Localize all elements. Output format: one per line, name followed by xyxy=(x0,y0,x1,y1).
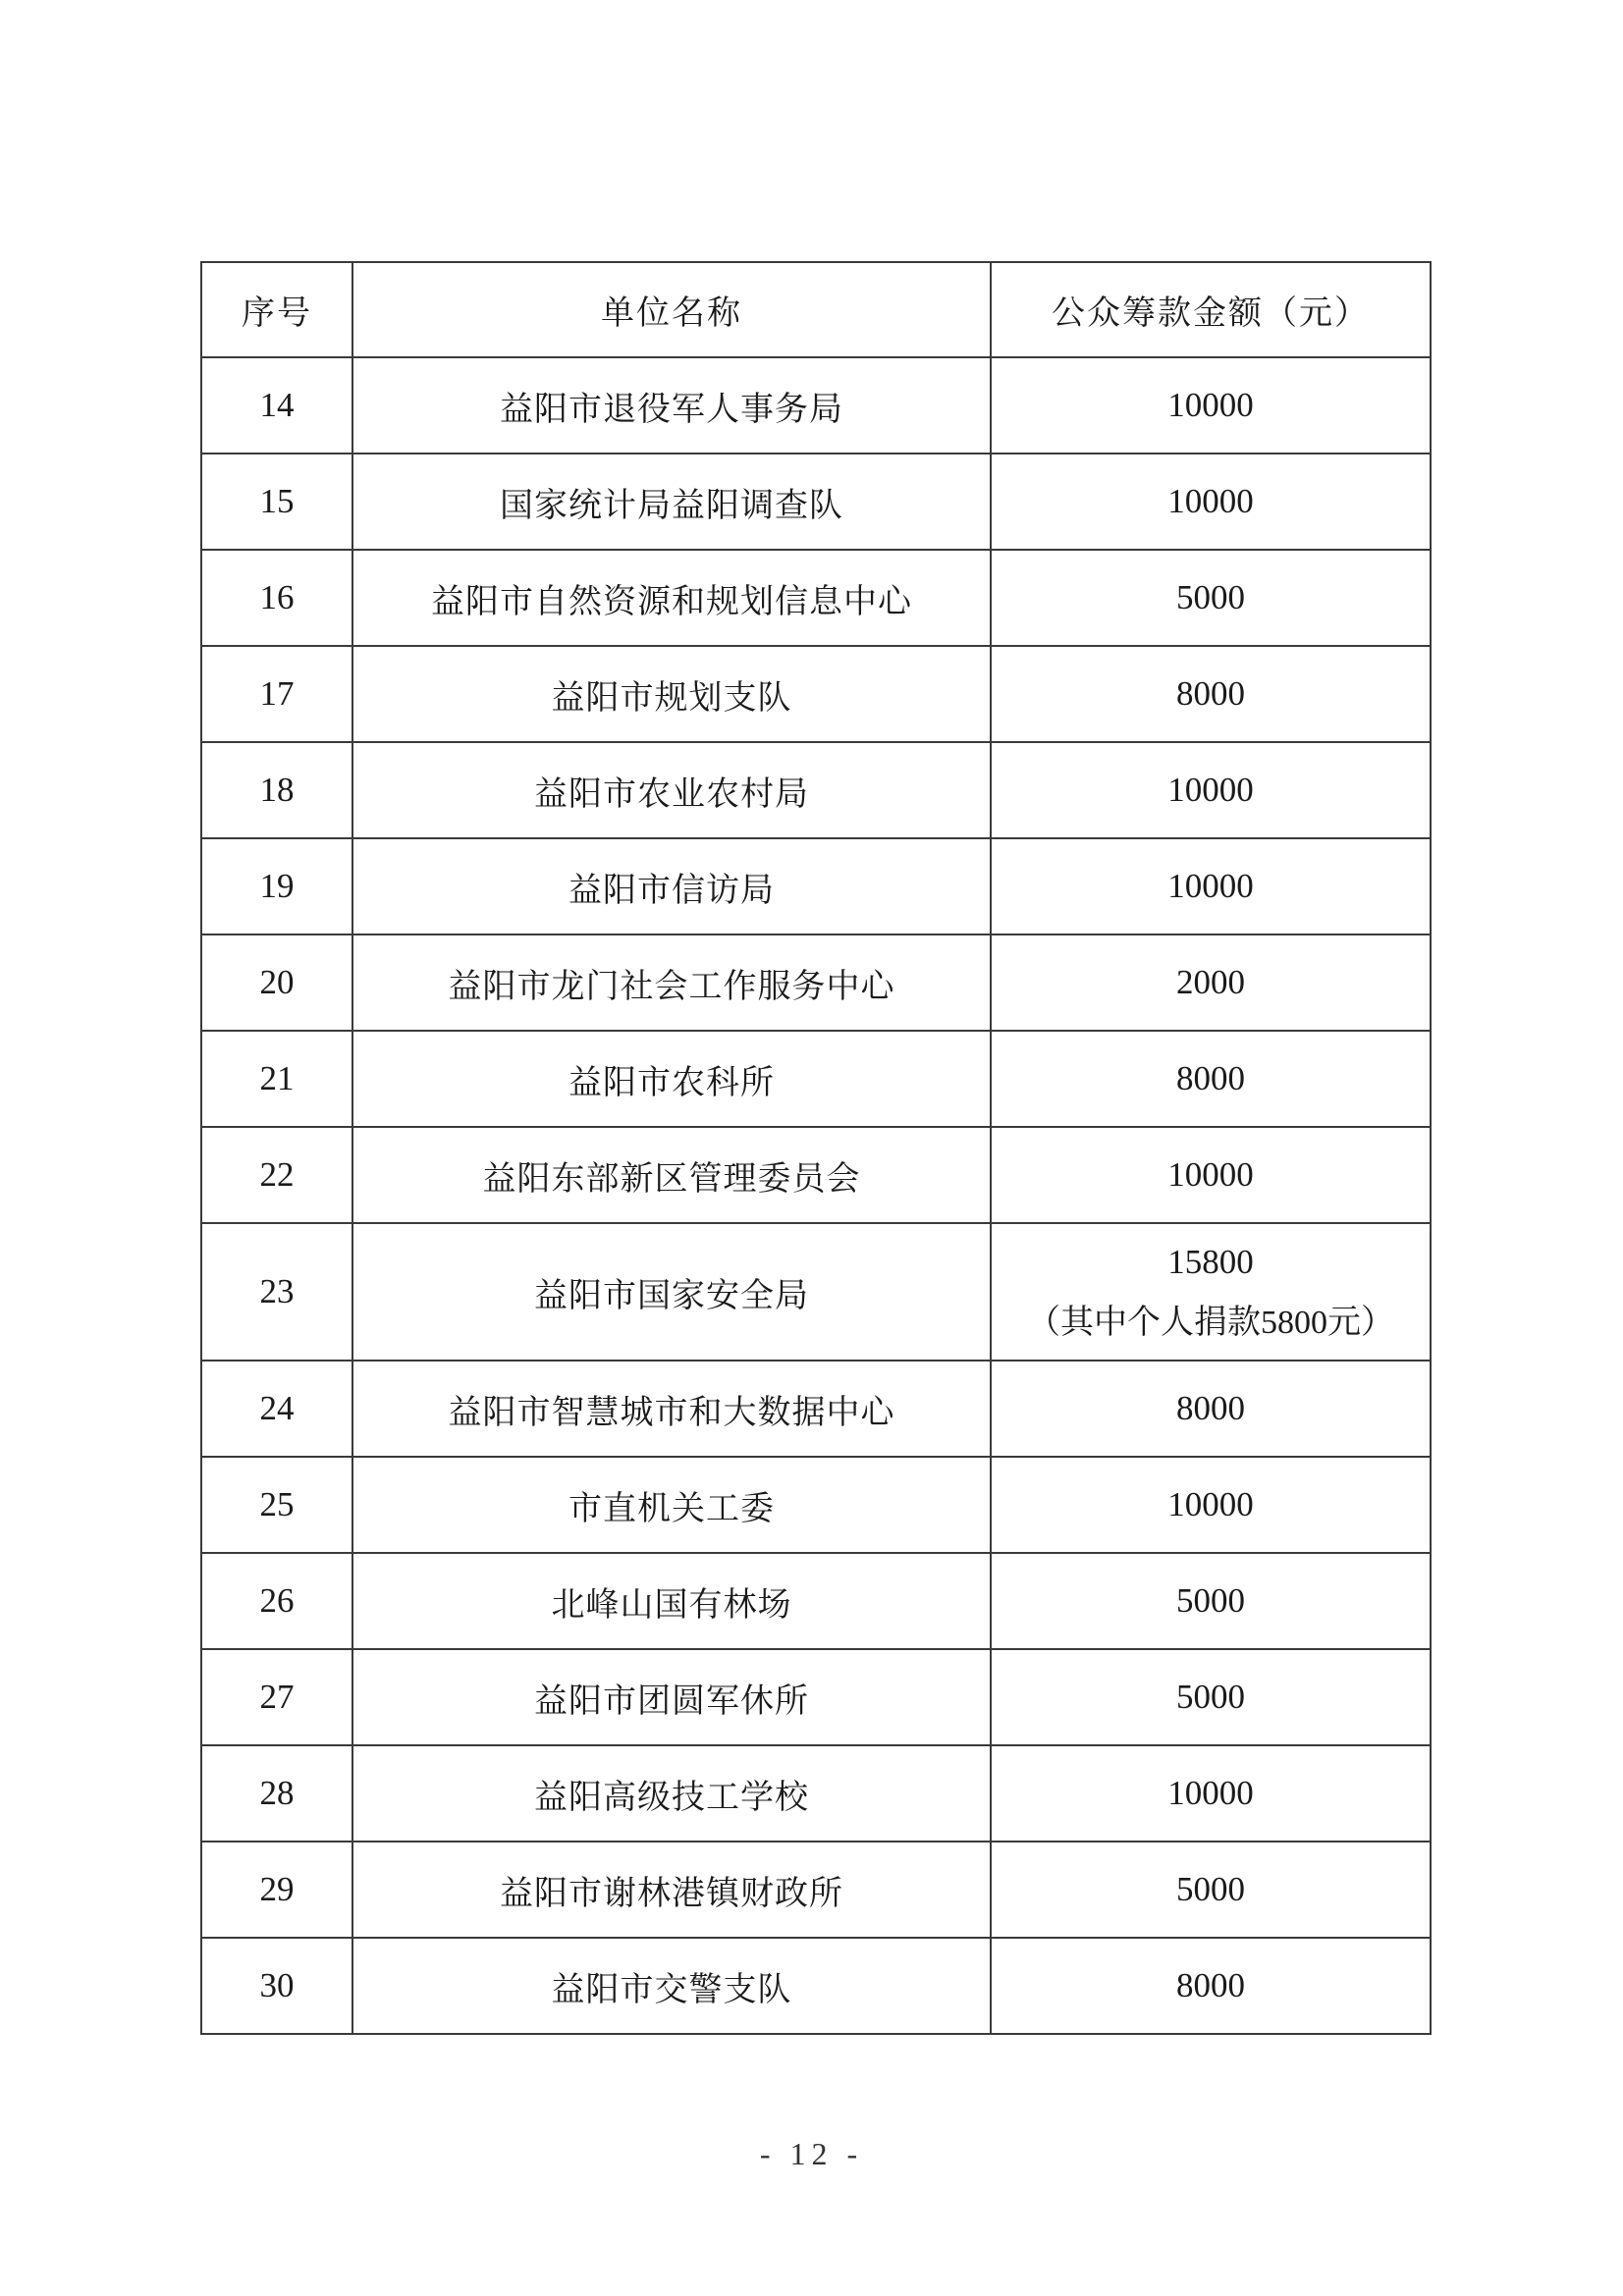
row-amount-cell xyxy=(991,838,1431,934)
row-seq: 17 xyxy=(201,646,352,742)
row-amount-cell xyxy=(991,1127,1431,1223)
row-unit-name: 益阳市龙门社会工作服务中心 xyxy=(352,934,991,1031)
row-amount: 10000 xyxy=(1167,1485,1254,1523)
row-amount: 5000 xyxy=(1176,1581,1245,1620)
table-row xyxy=(201,1127,1431,1223)
table-row xyxy=(201,1457,1431,1553)
header-amount: 公众筹款金额（元） xyxy=(991,262,1431,357)
row-seq: 25 xyxy=(201,1457,352,1553)
page-number: - 12 - xyxy=(759,2136,864,2171)
row-amount-cell xyxy=(991,646,1431,742)
row-unit-name: 益阳市自然资源和规划信息中心 xyxy=(352,550,991,646)
row-amount-cell xyxy=(991,357,1431,454)
row-seq: 29 xyxy=(201,1842,352,1938)
row-seq: 26 xyxy=(201,1553,352,1649)
table-row xyxy=(201,1842,1431,1938)
row-seq: 15 xyxy=(201,454,352,550)
row-unit-name: 益阳市农业农村局 xyxy=(352,742,991,838)
table-row xyxy=(201,357,1431,454)
row-amount-cell xyxy=(991,1553,1431,1649)
row-amount: 8000 xyxy=(1176,1059,1245,1097)
row-unit-name: 益阳市团圆军休所 xyxy=(352,1649,991,1745)
row-amount: 2000 xyxy=(1176,963,1245,1001)
row-amount-note: （其中个人捐款5800元） xyxy=(1027,1305,1394,1341)
table-body xyxy=(201,357,1431,2034)
table-row xyxy=(201,1745,1431,1842)
row-unit-name: 益阳市农科所 xyxy=(352,1031,991,1127)
row-seq: 24 xyxy=(201,1361,352,1457)
row-amount: 5000 xyxy=(1176,578,1245,616)
row-unit-name: 益阳市国家安全局 xyxy=(352,1223,991,1361)
row-amount-cell xyxy=(991,1223,1431,1361)
row-amount: 8000 xyxy=(1176,674,1245,713)
row-seq: 20 xyxy=(201,934,352,1031)
table-row xyxy=(201,838,1431,934)
row-amount: 15800 xyxy=(1167,1243,1254,1281)
row-amount: 10000 xyxy=(1167,867,1254,905)
row-amount-cell xyxy=(991,1031,1431,1127)
row-unit-name: 北峰山国有林场 xyxy=(352,1553,991,1649)
row-unit-name: 益阳市退役军人事务局 xyxy=(352,357,991,454)
row-seq: 27 xyxy=(201,1649,352,1745)
row-amount: 8000 xyxy=(1176,1389,1245,1427)
table-row xyxy=(201,1361,1431,1457)
row-unit-name: 益阳市信访局 xyxy=(352,838,991,934)
row-amount-cell xyxy=(991,1649,1431,1745)
row-seq: 21 xyxy=(201,1031,352,1127)
row-unit-name: 益阳市谢林港镇财政所 xyxy=(352,1842,991,1938)
row-amount: 10000 xyxy=(1167,1155,1254,1194)
row-amount-cell xyxy=(991,1842,1431,1938)
row-amount: 10000 xyxy=(1167,1774,1254,1812)
table-row xyxy=(201,1938,1431,2034)
row-seq: 16 xyxy=(201,550,352,646)
row-seq: 30 xyxy=(201,1938,352,2034)
row-amount-cell xyxy=(991,1938,1431,2034)
row-seq: 18 xyxy=(201,742,352,838)
row-amount-cell xyxy=(991,742,1431,838)
donation-table-container xyxy=(200,261,1430,2035)
table-row xyxy=(201,1031,1431,1127)
row-amount: 10000 xyxy=(1167,771,1254,809)
row-amount-cell xyxy=(991,934,1431,1031)
table-row xyxy=(201,1553,1431,1649)
table-row xyxy=(201,550,1431,646)
header-seq: 序号 xyxy=(201,262,352,357)
row-seq: 28 xyxy=(201,1745,352,1842)
row-amount-cell xyxy=(991,454,1431,550)
row-unit-name: 市直机关工委 xyxy=(352,1457,991,1553)
table-header-row xyxy=(201,262,1431,357)
row-unit-name: 益阳东部新区管理委员会 xyxy=(352,1127,991,1223)
row-amount: 5000 xyxy=(1176,1678,1245,1716)
row-unit-name: 益阳市规划支队 xyxy=(352,646,991,742)
row-unit-name: 益阳高级技工学校 xyxy=(352,1745,991,1842)
row-unit-name: 益阳市智慧城市和大数据中心 xyxy=(352,1361,991,1457)
row-seq: 14 xyxy=(201,357,352,454)
row-unit-name: 国家统计局益阳调查队 xyxy=(352,454,991,550)
table-row xyxy=(201,934,1431,1031)
table-row xyxy=(201,1649,1431,1745)
header-unit-name: 单位名称 xyxy=(352,262,991,357)
row-amount-cell xyxy=(991,1457,1431,1553)
row-amount-cell xyxy=(991,1361,1431,1457)
row-seq: 19 xyxy=(201,838,352,934)
donation-table xyxy=(200,261,1432,2035)
row-unit-name: 益阳市交警支队 xyxy=(352,1938,991,2034)
row-amount: 8000 xyxy=(1176,1966,1245,2004)
row-amount-cell xyxy=(991,1745,1431,1842)
row-amount-cell xyxy=(991,550,1431,646)
table-row xyxy=(201,454,1431,550)
table-row xyxy=(201,1223,1431,1361)
row-amount: 10000 xyxy=(1167,482,1254,520)
table-row xyxy=(201,646,1431,742)
table-row xyxy=(201,742,1431,838)
row-amount: 10000 xyxy=(1167,386,1254,424)
row-seq: 23 xyxy=(201,1223,352,1361)
row-amount: 5000 xyxy=(1176,1870,1245,1908)
row-seq: 22 xyxy=(201,1127,352,1223)
